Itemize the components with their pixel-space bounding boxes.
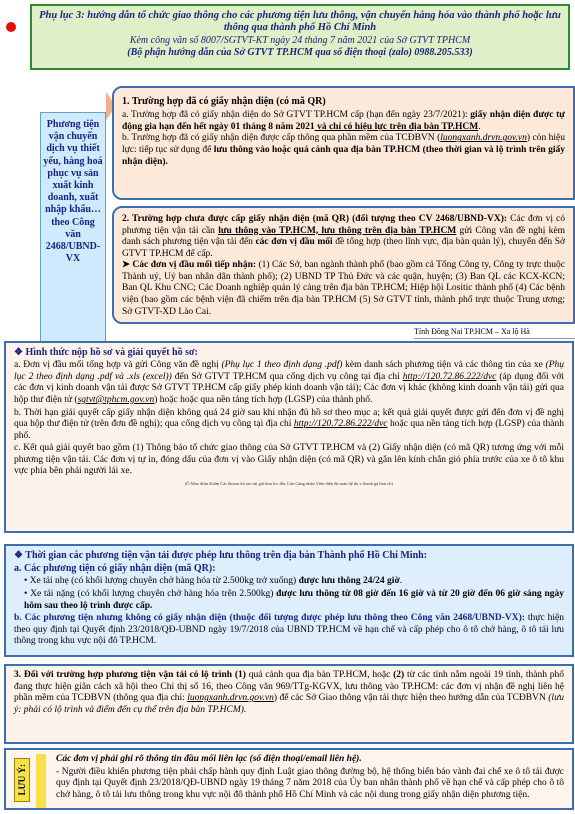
time-title: ❖ Thời gian các phương tiện vận tải được phép lưu thông trên địa bàn Thành phố Hồ Chí Minh: <box>14 550 428 561</box>
red-bullet-icon <box>6 22 16 32</box>
dvc-link[interactable]: http://120.72.86.222/dvc <box>402 371 497 382</box>
case-2-title: 2. Trường hợp chưa được cấp giấy nhận diện (mã QR) (đối tượng theo CV 2468/UBND-VX): <box>122 214 508 224</box>
submission-title: ❖ Hình thức nộp hồ sơ và giải quyết hồ sơ: <box>14 347 198 358</box>
dvc-link-2[interactable]: http://120.72.86.222/dvc <box>293 419 388 430</box>
heavy-truck-rule <box>14 589 564 612</box>
transit-num-2: (2) <box>393 670 405 680</box>
time-section <box>4 544 574 657</box>
light-truck-end: . <box>399 576 403 587</box>
light-truck-text: • Xe tải nhẹ (có khối lượng chuyên chở hàng hóa từ 2.500kg trở xuống) <box>24 576 299 587</box>
case-2-text-3: đề tổng hợp (theo lĩnh vực, địa bàn quản lý), chuyển đến Sở GTVT TP.HCM để cấp. <box>122 237 565 259</box>
case-1-b-mid: ) còn hiệu lực: tiếp tục sử dụng để <box>122 133 565 155</box>
submission-a-text-4: (áp dụng đối với các đơn vị kinh doanh vận tải được Sở GTVT TP.HCM cấp giấy phép kinh doanh vận tải); Các đơn vị khác (không kinh doanh vận tải) gửi qua hộp thư điện tử ( <box>14 371 564 405</box>
submission-b-text-2: hoặc qua nền tảng tích hợp (LGSP) của thành phố. <box>14 419 564 441</box>
case-2-bold: các đơn vị đầu mối <box>255 237 333 248</box>
case-1-a <box>122 110 565 133</box>
case-2-receivers <box>122 260 565 318</box>
luongxanh-link[interactable]: luongxanh.drvn.gov.vn <box>440 133 527 144</box>
page-subtitle: Kèm công văn số 8007/SGTVT-KT ngày 24 tháng 7 năm 2021 của Sở GTVT TPHCM <box>129 34 471 46</box>
case-1-a-text: a. Trường hợp đã có giấy nhận diện do Sở GTVT TP.HCM cấp (hạn đến ngày 23/7/2021): <box>122 110 471 121</box>
case-1-b-bold: lưu thông vào hoặc quá cảnh qua địa bàn TP.HCM (theo thời gian và lộ trình trên giấy nhận diện). <box>122 144 565 167</box>
route-strip: Tỉnh Đồng Nai TP.HCM – Xa lộ Hà <box>414 327 575 339</box>
email-link[interactable]: sgtvt@tphcm.gov.vn <box>77 394 155 405</box>
case-1-title: 1. Trường hợp đã có giấy nhận diện (có mã QR) <box>122 96 326 107</box>
light-truck-bold: được lưu thông 24/24 giờ <box>298 576 400 587</box>
submission-a-italic-2: (Phụ lục 2 theo định dạng .pdf và .xls (excel)) <box>14 360 565 382</box>
note-section <box>4 748 574 810</box>
submission-b <box>14 408 564 443</box>
note-line-1: Các đơn vị phải ghi rõ thông tin đầu mối liên lạc (số điện thoại/email liên hệ). <box>56 754 362 764</box>
receivers-label: ➤ Các đơn vị đầu mối tiếp nhận: <box>122 260 257 271</box>
transit-section <box>4 664 574 744</box>
transit-num-1: (1) <box>234 670 246 680</box>
transit-text-3: từ các tỉnh nằm ngoài 19 tỉnh, thành phố đang thực hiện giãn cách xã hội theo Chỉ thị số 16, theo Công văn 969/TTg-KGVX, lưu thông vào TP.HCM: các đơn vị nhận đề nghị liên hệ phần mềm của TCĐBVN (thông qua địa chỉ: <box>14 670 564 704</box>
heavy-truck-text: • Xe tải nặng (có khối lượng chuyên chở hàng hóa trên 2.500kg) <box>24 588 277 599</box>
case-2-box <box>112 206 575 324</box>
submission-a <box>14 360 564 406</box>
case-2-underline: lưu thông vào TP.HCM, lưu thông trên địa bàn TP.HCM <box>218 225 457 236</box>
fine-print: (Ô Mao đóm Ktâm Cải thoton ká rao rài giá bun loc đác Cảu Cảng nhân Viện diện đa tuản hệ du v thanh gà hon ch) <box>184 480 394 486</box>
transit-paragraph <box>14 670 564 716</box>
transit-text-2: quá cảnh qua địa bàn TP.HCM, hoặc <box>245 670 394 680</box>
light-truck-rule <box>14 576 564 588</box>
submission-a-italic: (Phụ lục 1 theo định dạng .pdf) <box>221 360 343 371</box>
vehicle-category-label: Phương tiện vận chuyển dịch vụ thiết yếu, hàng hoá phục vụ sản xuất kinh doanh, xuất nhập khẩu… theo Công văn 2468/UBND-VX <box>40 112 106 352</box>
submission-a-text-2: kèm danh sách phương tiện và các thông tin của xe <box>342 360 546 371</box>
time-b-title: b. Các phương tiện nhưng không có giấy nhận diện (thuộc đối tượng được phép lưu thông theo Công văn 2468/UBND-VX): <box>14 613 525 624</box>
time-a-title: a. Các phương tiện có giấy nhận diện (mã QR): <box>14 563 216 575</box>
case-1-a-underline: và chỉ có hiệu lực trên địa bàn TP.HCM <box>314 121 479 132</box>
note-badge-label: LƯU Ý: <box>16 764 27 796</box>
submission-c: c. Kết quả giải quyết bao gồm (1) Thông báo tổ chức giao thông của Sở GTVT TP.HCM và (2) Giấy nhận diện (có mã QR) tương ứng với mỗi phương tiện vận tải. Các đơn vị tự in, đóng dấu của đơn vị vào Giấy nhận diện (có mã QR) và gắn lên kính chắn gió phía trước của xe ô tô khu vực phía bên phải người lái xe. <box>14 443 564 477</box>
note-line-2: - Người điều khiển phương tiện phải chấp hành quy định Luật giao thông đường bộ, hệ thống biển báo vành đai chế xe ô tô tải được quy định tại Quyết định 23/2018/QĐ-UBND ngày 19 tháng 7 năm 2018 của Ủy ban nhân thành phố về hạn chế và cấp phép cho ô tô chở hàng, ô tô tải lưu thông trong khu vực nội đô thành phố Hồ Chí Minh và các nội dung trong giấy nhận diện phương tiện. <box>56 766 564 800</box>
heavy-truck-bold: được lưu thông từ 08 giờ đến 16 giờ và từ 20 giờ đến 06 giờ sáng ngày hôm sau theo lộ trình được cấp. <box>24 588 564 611</box>
luongxanh-link-2[interactable]: luongxanh.drvn.gov.vn <box>187 693 274 704</box>
case-2-text: Các đơn vị có phương tiện vận tải cần <box>122 214 565 236</box>
receivers-text: (1) Các Sở, ban ngành thành phố (bao gồm cả Tổng Công ty, Công ty trực thuộc Thành uỷ, Uỷ ban nhân dân thành phố); (2) UBND TP Thủ Đức và các quận, huyện; (3) Ban QL các KCX-KCN; Ban QL Khu CNC; Các Doanh nghiệp quản lý cảng trên địa bàn TP.HCM; Hiệp hội Lositic thành phố (4) Các bệnh viện (bao gồm các bệnh viện đã chiếm trên địa bàn TP.HCM (5) Sở GTVT tỉnh, thành phố trực thuộc Trung ương; Sở GTVT-XD Lào Cai. <box>122 260 565 317</box>
note-accent-bar <box>36 754 46 808</box>
submission-a-text-3: đến Sở GTVT TP.HCM qua cổng dịch vụ công tại địa chỉ <box>171 371 403 382</box>
transit-text-4: ) để các Sở Giao thông vận tải thực hiện theo hướng dẫn của TCĐBVN <box>273 693 549 704</box>
case-2-text-2: gửi Công văn đề nghị kèm danh sách phương tiện vận tải đến <box>122 225 565 248</box>
case-1-b <box>122 133 565 168</box>
case-1-b-text: b. Trường hợp đã có giấy nhận diện được cấp thông qua phần mềm của TCĐBVN ( <box>122 133 441 144</box>
contact-line: (Bộ phận hướng dẫn của Sở GTVT TP.HCM qua số điện thoại (zalo) 0988.205.533) <box>127 46 473 58</box>
transit-note: (lưu ý: phải có lộ trình và điểm đến cụ thể trên địa bàn TP.HCM). <box>14 693 564 715</box>
submission-a-text: a. Đơn vị đầu mối tổng hợp và gửi Công văn đề nghị <box>14 360 222 371</box>
page-header <box>30 4 570 70</box>
submission-a-text-5: ) hoặc hoặc qua nền tảng tích hợp (LGSP) của thành phố. <box>154 394 373 405</box>
submission-b-text: b. Thời hạn giải quyết cấp giấy nhận diện không quá 24 giờ sau khi nhận đủ hồ sơ theo mục a; kết quả giải quyết được gửi đến đơn vị đề nghị qua hộp thư điện tử (trên đơn đề nghị); qua cổng dịch vụ công tại địa chỉ <box>14 407 564 430</box>
case-1-a-bold: giấy nhận diện được tự động gia hạn đến hết ngày 01 tháng 8 năm 2021 <box>122 110 565 132</box>
case-1-box <box>112 86 575 200</box>
page-title: Phụ lục 3: hướng dẫn tổ chức giao thông cho các phương tiện lưu thông, vận chuyển hàng hóa vào thành phố hoặc lưu thông qua thành phố Hồ Chí Minh <box>39 10 561 34</box>
transit-text: 3. Đối với trường hợp phương tiện vận tải có lộ trình <box>14 670 235 680</box>
time-b-text: thực hiện theo quy định tại Quyết định 23/2018/QĐ-UBND ngày 19/7/2018 của UBND TP.HCM về hạn chế và cấp phép cho ô tô chở hàng, ô tô tải lưu thông trong khu vực nội đô TP.HCM. <box>14 613 564 647</box>
time-b <box>14 613 564 648</box>
note-badge <box>14 758 30 802</box>
submission-section <box>4 341 574 533</box>
case-1-a-end: . <box>478 121 481 132</box>
case-2-intro <box>122 214 565 260</box>
